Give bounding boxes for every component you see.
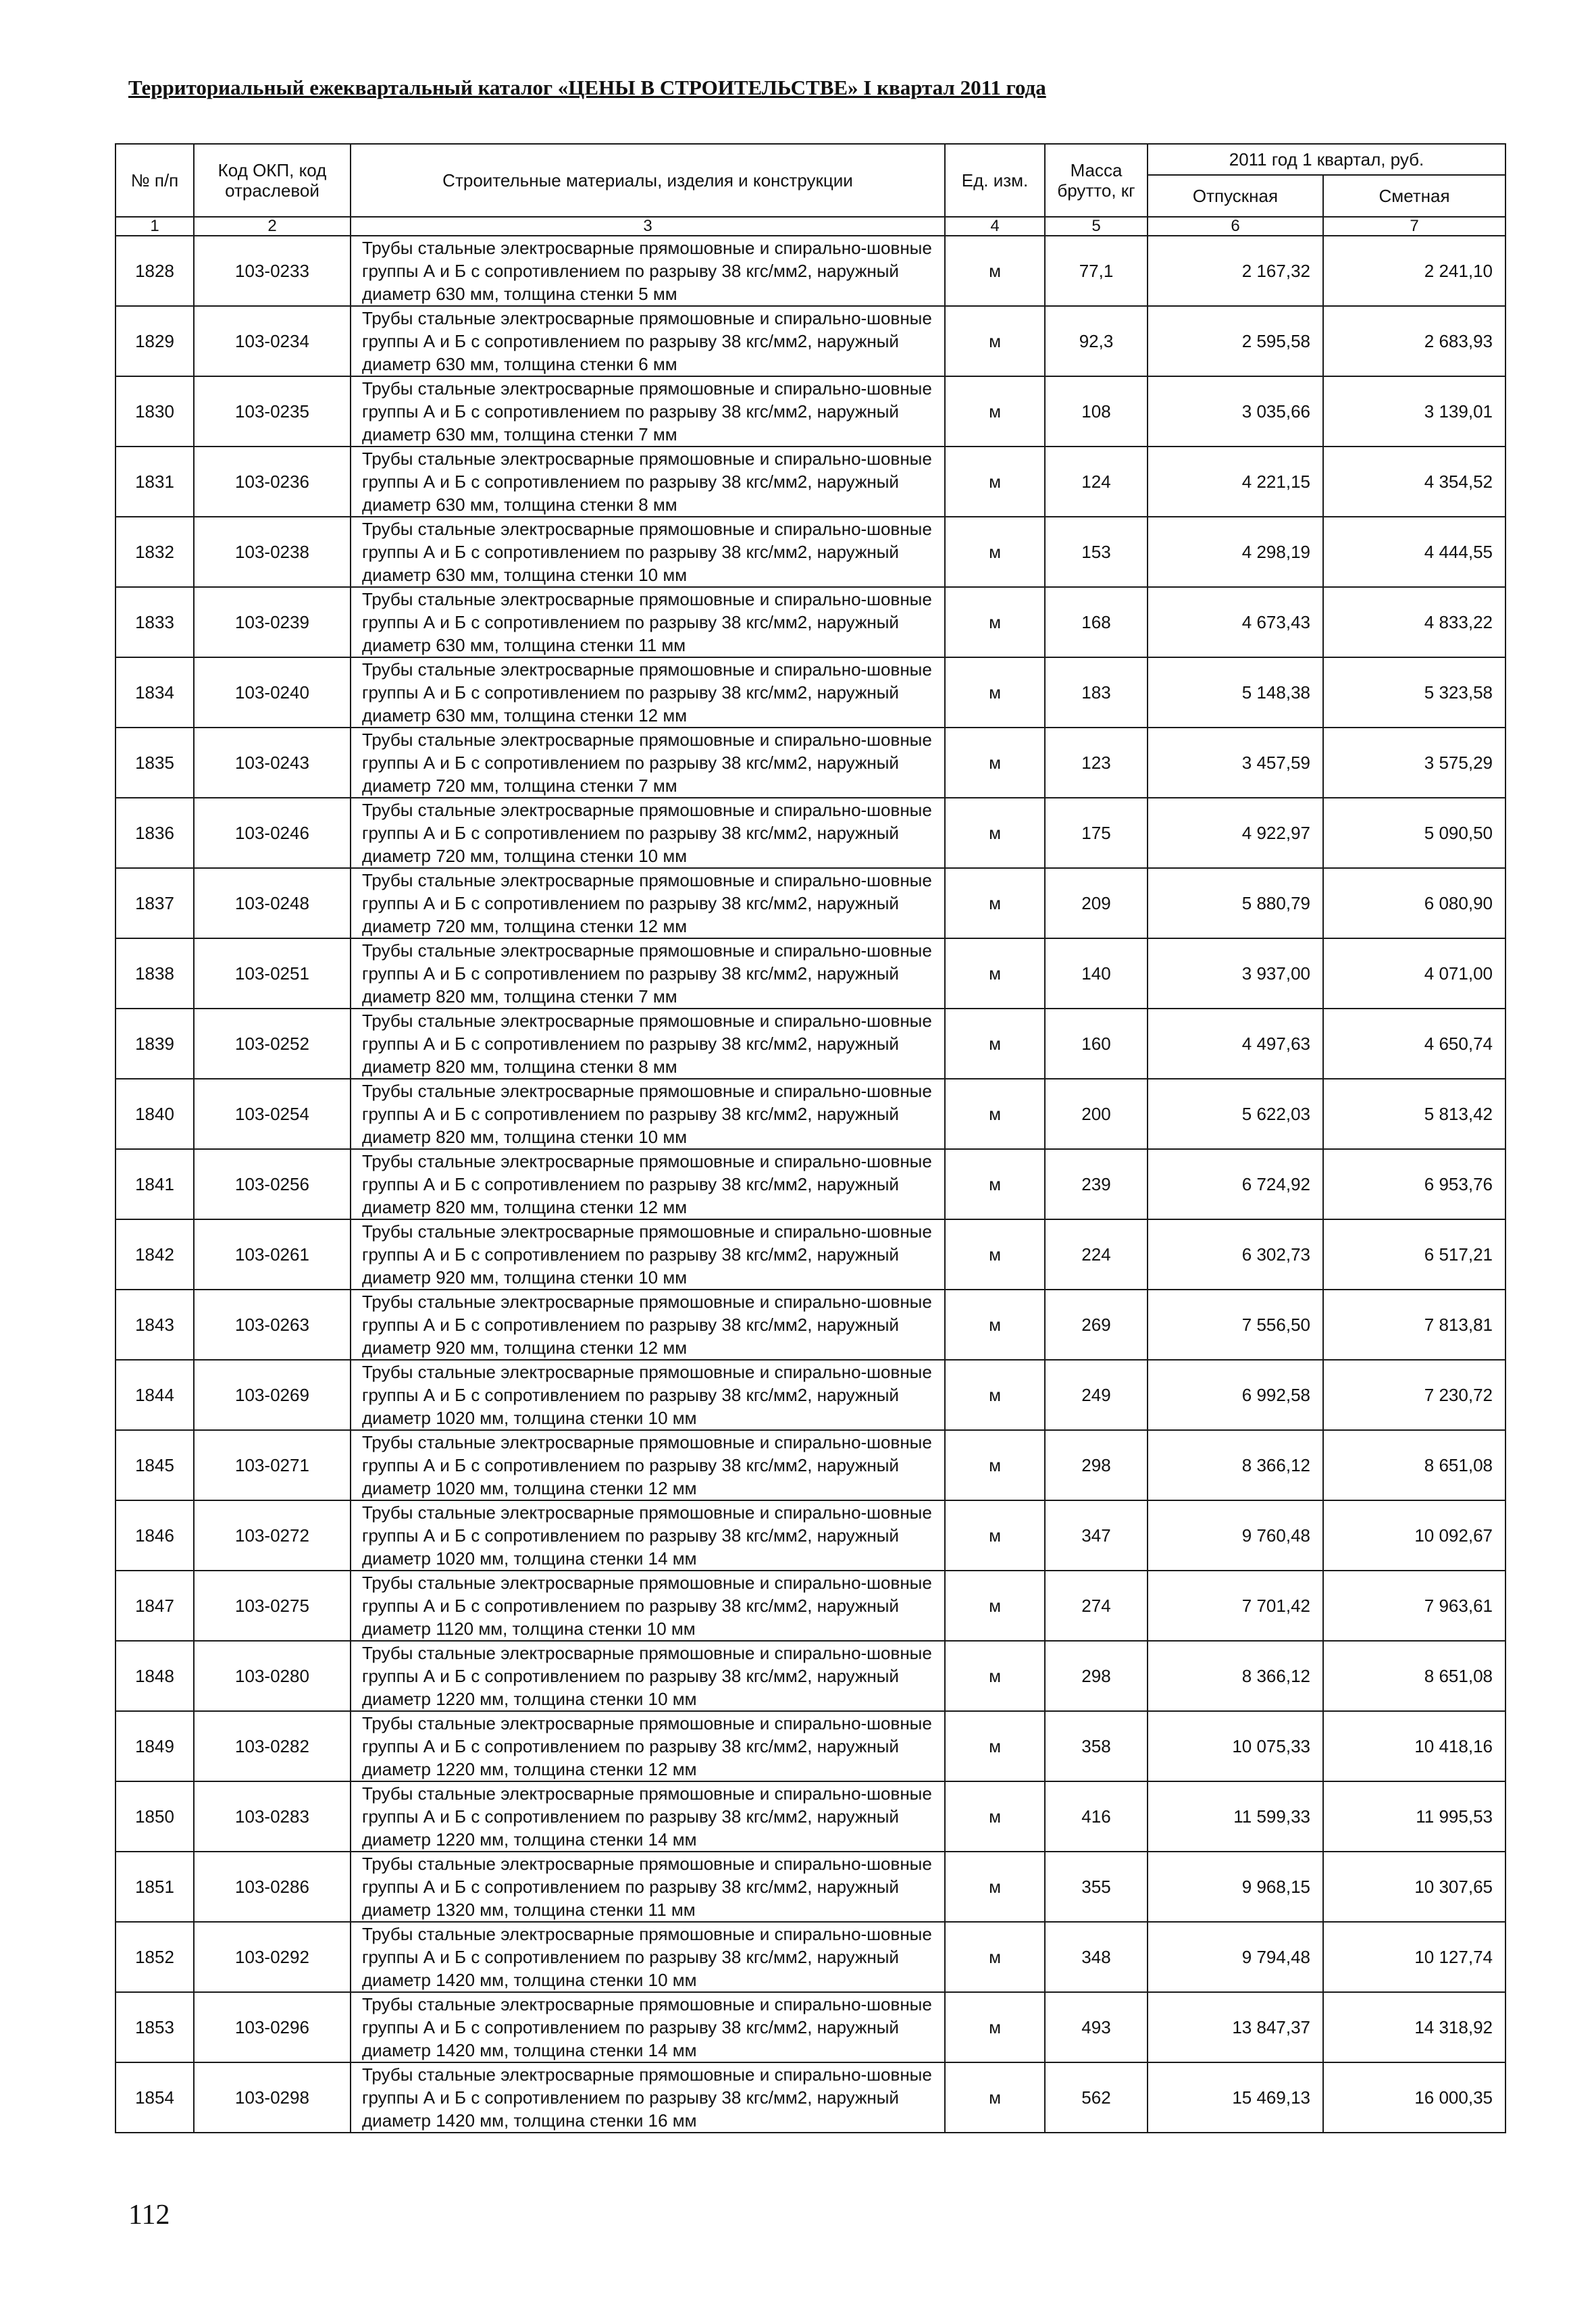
row-number: 1843 [115,1290,194,1360]
column-number: 6 [1148,217,1323,236]
release-price: 8 366,12 [1148,1641,1323,1711]
table-row [115,1852,1505,1922]
row-number: 1846 [115,1500,194,1571]
column-number: 4 [945,217,1045,236]
row-number: 1839 [115,1009,194,1079]
okp-code: 103-0292 [194,1922,351,1992]
estimate-price: 2 241,10 [1323,236,1505,306]
unit-of-measure: м [945,236,1045,306]
okp-code: 103-0248 [194,868,351,938]
unit-of-measure: м [945,1219,1045,1290]
release-price: 6 724,92 [1148,1149,1323,1219]
row-number: 1852 [115,1922,194,1992]
okp-code: 103-0269 [194,1360,351,1430]
gross-mass: 224 [1045,1219,1148,1290]
table-body [115,236,1505,2133]
row-number: 1838 [115,938,194,1009]
row-number: 1850 [115,1781,194,1852]
material-description: Трубы стальные электросварные прямошовные и спирально-шовные группы А и Б с сопротивлением по разрыву 38 кгс/мм2, наружный диаметр 820 мм, толщина стенки 10 мм [351,1079,945,1149]
okp-code: 103-0251 [194,938,351,1009]
okp-code: 103-0286 [194,1852,351,1922]
table-row [115,798,1505,868]
release-price: 8 366,12 [1148,1430,1323,1500]
row-number: 1840 [115,1079,194,1149]
table-row [115,447,1505,517]
header-period: 2011 год 1 квартал, руб. [1148,144,1505,175]
release-price: 13 847,37 [1148,1992,1323,2062]
row-number: 1832 [115,517,194,587]
gross-mass: 239 [1045,1149,1148,1219]
okp-code: 103-0239 [194,587,351,657]
table-row [115,1571,1505,1641]
material-description: Трубы стальные электросварные прямошовные и спирально-шовные группы А и Б с сопротивлением по разрыву 38 кгс/мм2, наружный диаметр 630 мм, толщина стенки 12 мм [351,657,945,728]
release-price: 3 457,59 [1148,728,1323,798]
release-price: 2 167,32 [1148,236,1323,306]
column-number: 7 [1323,217,1505,236]
table-row [115,1079,1505,1149]
table-row [115,376,1505,447]
release-price: 4 298,19 [1148,517,1323,587]
okp-code: 103-0261 [194,1219,351,1290]
unit-of-measure: м [945,1852,1045,1922]
material-description: Трубы стальные электросварные прямошовные и спирально-шовные группы А и Б с сопротивлением по разрыву 38 кгс/мм2, наружный диаметр 1420 мм, толщина стенки 10 мм [351,1922,945,1992]
header-release-price: Отпускная [1148,175,1323,217]
estimate-price: 8 651,08 [1323,1430,1505,1500]
release-price: 3 937,00 [1148,938,1323,1009]
unit-of-measure: м [945,938,1045,1009]
gross-mass: 123 [1045,728,1148,798]
row-number: 1833 [115,587,194,657]
estimate-price: 7 963,61 [1323,1571,1505,1641]
table-row [115,1149,1505,1219]
table-row [115,1219,1505,1290]
row-number: 1831 [115,447,194,517]
column-number: 5 [1045,217,1148,236]
release-price: 9 968,15 [1148,1852,1323,1922]
table-row [115,1711,1505,1781]
okp-code: 103-0282 [194,1711,351,1781]
release-price: 7 556,50 [1148,1290,1323,1360]
row-number: 1851 [115,1852,194,1922]
release-price: 5 880,79 [1148,868,1323,938]
estimate-price: 16 000,35 [1323,2062,1505,2133]
table-row [115,1360,1505,1430]
release-price: 11 599,33 [1148,1781,1323,1852]
gross-mass: 168 [1045,587,1148,657]
unit-of-measure: м [945,1149,1045,1219]
release-price: 10 075,33 [1148,1711,1323,1781]
table-row [115,236,1505,306]
unit-of-measure: м [945,1430,1045,1500]
okp-code: 103-0271 [194,1430,351,1500]
gross-mass: 209 [1045,868,1148,938]
table-row [115,1009,1505,1079]
unit-of-measure: м [945,1290,1045,1360]
table-row [115,1781,1505,1852]
table-row [115,1430,1505,1500]
column-number: 2 [194,217,351,236]
unit-of-measure: м [945,1781,1045,1852]
okp-code: 103-0252 [194,1009,351,1079]
gross-mass: 77,1 [1045,236,1148,306]
okp-code: 103-0238 [194,517,351,587]
release-price: 5 622,03 [1148,1079,1323,1149]
estimate-price: 4 354,52 [1323,447,1505,517]
material-description: Трубы стальные электросварные прямошовные и спирально-шовные группы А и Б с сопротивлением по разрыву 38 кгс/мм2, наружный диаметр 630 мм, толщина стенки 11 мм [351,587,945,657]
row-number: 1854 [115,2062,194,2133]
row-number: 1845 [115,1430,194,1500]
unit-of-measure: м [945,306,1045,376]
release-price: 4 922,97 [1148,798,1323,868]
material-description: Трубы стальные электросварные прямошовные и спирально-шовные группы А и Б с сопротивлением по разрыву 38 кгс/мм2, наружный диаметр 630 мм, толщина стенки 8 мм [351,447,945,517]
column-number: 1 [115,217,194,236]
okp-code: 103-0283 [194,1781,351,1852]
unit-of-measure: м [945,1992,1045,2062]
table-row [115,657,1505,728]
estimate-price: 5 090,50 [1323,798,1505,868]
gross-mass: 269 [1045,1290,1148,1360]
material-description: Трубы стальные электросварные прямошовные и спирально-шовные группы А и Б с сопротивлением по разрыву 38 кгс/мм2, наружный диаметр 1220 мм, толщина стенки 12 мм [351,1711,945,1781]
estimate-price: 6 953,76 [1323,1149,1505,1219]
release-price: 6 992,58 [1148,1360,1323,1430]
estimate-price: 10 092,67 [1323,1500,1505,1571]
material-description: Трубы стальные электросварные прямошовные и спирально-шовные группы А и Б с сопротивлением по разрыву 38 кгс/мм2, наружный диаметр 1020 мм, толщина стенки 14 мм [351,1500,945,1571]
unit-of-measure: м [945,1360,1045,1430]
estimate-price: 14 318,92 [1323,1992,1505,2062]
gross-mass: 274 [1045,1571,1148,1641]
release-price: 6 302,73 [1148,1219,1323,1290]
header-mass: Масса брутто, кг [1045,144,1148,217]
table-row [115,868,1505,938]
table-row [115,306,1505,376]
unit-of-measure: м [945,1500,1045,1571]
row-number: 1829 [115,306,194,376]
estimate-price: 4 071,00 [1323,938,1505,1009]
estimate-price: 4 833,22 [1323,587,1505,657]
estimate-price: 3 139,01 [1323,376,1505,447]
table-row [115,728,1505,798]
material-description: Трубы стальные электросварные прямошовные и спирально-шовные группы А и Б с сопротивлением по разрыву 38 кгс/мм2, наружный диаметр 720 мм, толщина стенки 10 мм [351,798,945,868]
release-price: 9 760,48 [1148,1500,1323,1571]
material-description: Трубы стальные электросварные прямошовные и спирально-шовные группы А и Б с сопротивлением по разрыву 38 кгс/мм2, наружный диаметр 920 мм, толщина стенки 10 мм [351,1219,945,1290]
table-row [115,517,1505,587]
okp-code: 103-0234 [194,306,351,376]
unit-of-measure: м [945,657,1045,728]
unit-of-measure: м [945,517,1045,587]
unit-of-measure: м [945,798,1045,868]
price-catalog-table [115,143,1506,2133]
estimate-price: 5 813,42 [1323,1079,1505,1149]
gross-mass: 200 [1045,1079,1148,1149]
gross-mass: 92,3 [1045,306,1148,376]
row-number: 1828 [115,236,194,306]
gross-mass: 355 [1045,1852,1148,1922]
unit-of-measure: м [945,1571,1045,1641]
release-price: 2 595,58 [1148,306,1323,376]
header-estimate-price: Сметная [1323,175,1505,217]
gross-mass: 347 [1045,1500,1148,1571]
gross-mass: 298 [1045,1641,1148,1711]
material-description: Трубы стальные электросварные прямошовные и спирально-шовные группы А и Б с сопротивлением по разрыву 38 кгс/мм2, наружный диаметр 630 мм, толщина стенки 5 мм [351,236,945,306]
unit-of-measure: м [945,1641,1045,1711]
row-number: 1830 [115,376,194,447]
row-number: 1848 [115,1641,194,1711]
estimate-price: 7 813,81 [1323,1290,1505,1360]
row-number: 1844 [115,1360,194,1430]
estimate-price: 8 651,08 [1323,1641,1505,1711]
row-number: 1835 [115,728,194,798]
gross-mass: 416 [1045,1781,1148,1852]
release-price: 4 673,43 [1148,587,1323,657]
estimate-price: 4 650,74 [1323,1009,1505,1079]
table-row [115,1992,1505,2062]
table-row [115,938,1505,1009]
material-description: Трубы стальные электросварные прямошовные и спирально-шовные группы А и Б с сопротивлением по разрыву 38 кгс/мм2, наружный диаметр 1020 мм, толщина стенки 12 мм [351,1430,945,1500]
gross-mass: 108 [1045,376,1148,447]
okp-code: 103-0254 [194,1079,351,1149]
table-row [115,1290,1505,1360]
unit-of-measure: м [945,1922,1045,1992]
table-header [115,144,1505,236]
estimate-price: 6 080,90 [1323,868,1505,938]
row-number: 1841 [115,1149,194,1219]
gross-mass: 160 [1045,1009,1148,1079]
okp-code: 103-0233 [194,236,351,306]
header-code: Код ОКП, код отраслевой [194,144,351,217]
gross-mass: 562 [1045,2062,1148,2133]
estimate-price: 10 307,65 [1323,1852,1505,1922]
unit-of-measure: м [945,447,1045,517]
estimate-price: 11 995,53 [1323,1781,1505,1852]
release-price: 5 148,38 [1148,657,1323,728]
column-number: 3 [351,217,945,236]
row-number: 1836 [115,798,194,868]
okp-code: 103-0256 [194,1149,351,1219]
release-price: 7 701,42 [1148,1571,1323,1641]
estimate-price: 2 683,93 [1323,306,1505,376]
release-price: 15 469,13 [1148,2062,1323,2133]
gross-mass: 175 [1045,798,1148,868]
okp-code: 103-0235 [194,376,351,447]
gross-mass: 348 [1045,1922,1148,1992]
okp-code: 103-0236 [194,447,351,517]
okp-code: 103-0240 [194,657,351,728]
release-price: 4 497,63 [1148,1009,1323,1079]
material-description: Трубы стальные электросварные прямошовные и спирально-шовные группы А и Б с сопротивлением по разрыву 38 кгс/мм2, наружный диаметр 920 мм, толщина стенки 12 мм [351,1290,945,1360]
row-number: 1837 [115,868,194,938]
unit-of-measure: м [945,868,1045,938]
row-number: 1847 [115,1571,194,1641]
material-description: Трубы стальные электросварные прямошовные и спирально-шовные группы А и Б с сопротивлением по разрыву 38 кгс/мм2, наружный диаметр 820 мм, толщина стенки 7 мм [351,938,945,1009]
material-description: Трубы стальные электросварные прямошовные и спирально-шовные группы А и Б с сопротивлением по разрыву 38 кгс/мм2, наружный диаметр 1020 мм, толщина стенки 10 мм [351,1360,945,1430]
estimate-price: 10 418,16 [1323,1711,1505,1781]
okp-code: 103-0272 [194,1500,351,1571]
unit-of-measure: м [945,1079,1045,1149]
okp-code: 103-0246 [194,798,351,868]
page-header: Территориальный ежеквартальный каталог «ЦЕНЫ В СТРОИТЕЛЬСТВЕ» I квартал 2011 года [128,76,1046,99]
material-description: Трубы стальные электросварные прямошовные и спирально-шовные группы А и Б с сопротивлением по разрыву 38 кгс/мм2, наружный диаметр 1320 мм, толщина стенки 11 мм [351,1852,945,1922]
release-price: 4 221,15 [1148,447,1323,517]
estimate-price: 3 575,29 [1323,728,1505,798]
okp-code: 103-0243 [194,728,351,798]
material-description: Трубы стальные электросварные прямошовные и спирально-шовные группы А и Б с сопротивлением по разрыву 38 кгс/мм2, наружный диаметр 630 мм, толщина стенки 10 мм [351,517,945,587]
gross-mass: 124 [1045,447,1148,517]
material-description: Трубы стальные электросварные прямошовные и спирально-шовные группы А и Б с сопротивлением по разрыву 38 кгс/мм2, наружный диаметр 1420 мм, толщина стенки 14 мм [351,1992,945,2062]
gross-mass: 140 [1045,938,1148,1009]
header-unit: Ед. изм. [945,144,1045,217]
gross-mass: 153 [1045,517,1148,587]
row-number: 1849 [115,1711,194,1781]
table-row [115,1922,1505,1992]
okp-code: 103-0298 [194,2062,351,2133]
table-row [115,1641,1505,1711]
estimate-price: 5 323,58 [1323,657,1505,728]
column-number-row [115,217,1505,236]
release-price: 9 794,48 [1148,1922,1323,1992]
material-description: Трубы стальные электросварные прямошовные и спирально-шовные группы А и Б с сопротивлением по разрыву 38 кгс/мм2, наружный диаметр 820 мм, толщина стенки 8 мм [351,1009,945,1079]
gross-mass: 183 [1045,657,1148,728]
row-number: 1842 [115,1219,194,1290]
material-description: Трубы стальные электросварные прямошовные и спирально-шовные группы А и Б с сопротивлением по разрыву 38 кгс/мм2, наружный диаметр 1220 мм, толщина стенки 10 мм [351,1641,945,1711]
header-num: № п/п [115,144,194,217]
row-number: 1834 [115,657,194,728]
material-description: Трубы стальные электросварные прямошовные и спирально-шовные группы А и Б с сопротивлением по разрыву 38 кгс/мм2, наружный диаметр 630 мм, толщина стенки 6 мм [351,306,945,376]
material-description: Трубы стальные электросварные прямошовные и спирально-шовные группы А и Б с сопротивлением по разрыву 38 кгс/мм2, наружный диаметр 1220 мм, толщина стенки 14 мм [351,1781,945,1852]
material-description: Трубы стальные электросварные прямошовные и спирально-шовные группы А и Б с сопротивлением по разрыву 38 кгс/мм2, наружный диаметр 630 мм, толщина стенки 7 мм [351,376,945,447]
release-price: 3 035,66 [1148,376,1323,447]
material-description: Трубы стальные электросварные прямошовные и спирально-шовные группы А и Б с сопротивлением по разрыву 38 кгс/мм2, наружный диаметр 1120 мм, толщина стенки 10 мм [351,1571,945,1641]
header-material: Строительные материалы, изделия и конструкции [351,144,945,217]
okp-code: 103-0280 [194,1641,351,1711]
unit-of-measure: м [945,1009,1045,1079]
gross-mass: 298 [1045,1430,1148,1500]
estimate-price: 10 127,74 [1323,1922,1505,1992]
material-description: Трубы стальные электросварные прямошовные и спирально-шовные группы А и Б с сопротивлением по разрыву 38 кгс/мм2, наружный диаметр 720 мм, толщина стенки 7 мм [351,728,945,798]
okp-code: 103-0275 [194,1571,351,1641]
gross-mass: 358 [1045,1711,1148,1781]
table-row [115,1500,1505,1571]
material-description: Трубы стальные электросварные прямошовные и спирально-шовные группы А и Б с сопротивлением по разрыву 38 кгс/мм2, наружный диаметр 720 мм, толщина стенки 12 мм [351,868,945,938]
table-row [115,2062,1505,2133]
material-description: Трубы стальные электросварные прямошовные и спирально-шовные группы А и Б с сопротивлением по разрыву 38 кгс/мм2, наружный диаметр 1420 мм, толщина стенки 16 мм [351,2062,945,2133]
okp-code: 103-0296 [194,1992,351,2062]
gross-mass: 249 [1045,1360,1148,1430]
unit-of-measure: м [945,728,1045,798]
table-row [115,587,1505,657]
unit-of-measure: м [945,1711,1045,1781]
estimate-price: 4 444,55 [1323,517,1505,587]
unit-of-measure: м [945,587,1045,657]
gross-mass: 493 [1045,1992,1148,2062]
material-description: Трубы стальные электросварные прямошовные и спирально-шовные группы А и Б с сопротивлением по разрыву 38 кгс/мм2, наружный диаметр 820 мм, толщина стенки 12 мм [351,1149,945,1219]
estimate-price: 7 230,72 [1323,1360,1505,1430]
unit-of-measure: м [945,376,1045,447]
page-number: 112 [128,2200,170,2231]
unit-of-measure: м [945,2062,1045,2133]
row-number: 1853 [115,1992,194,2062]
okp-code: 103-0263 [194,1290,351,1360]
estimate-price: 6 517,21 [1323,1219,1505,1290]
